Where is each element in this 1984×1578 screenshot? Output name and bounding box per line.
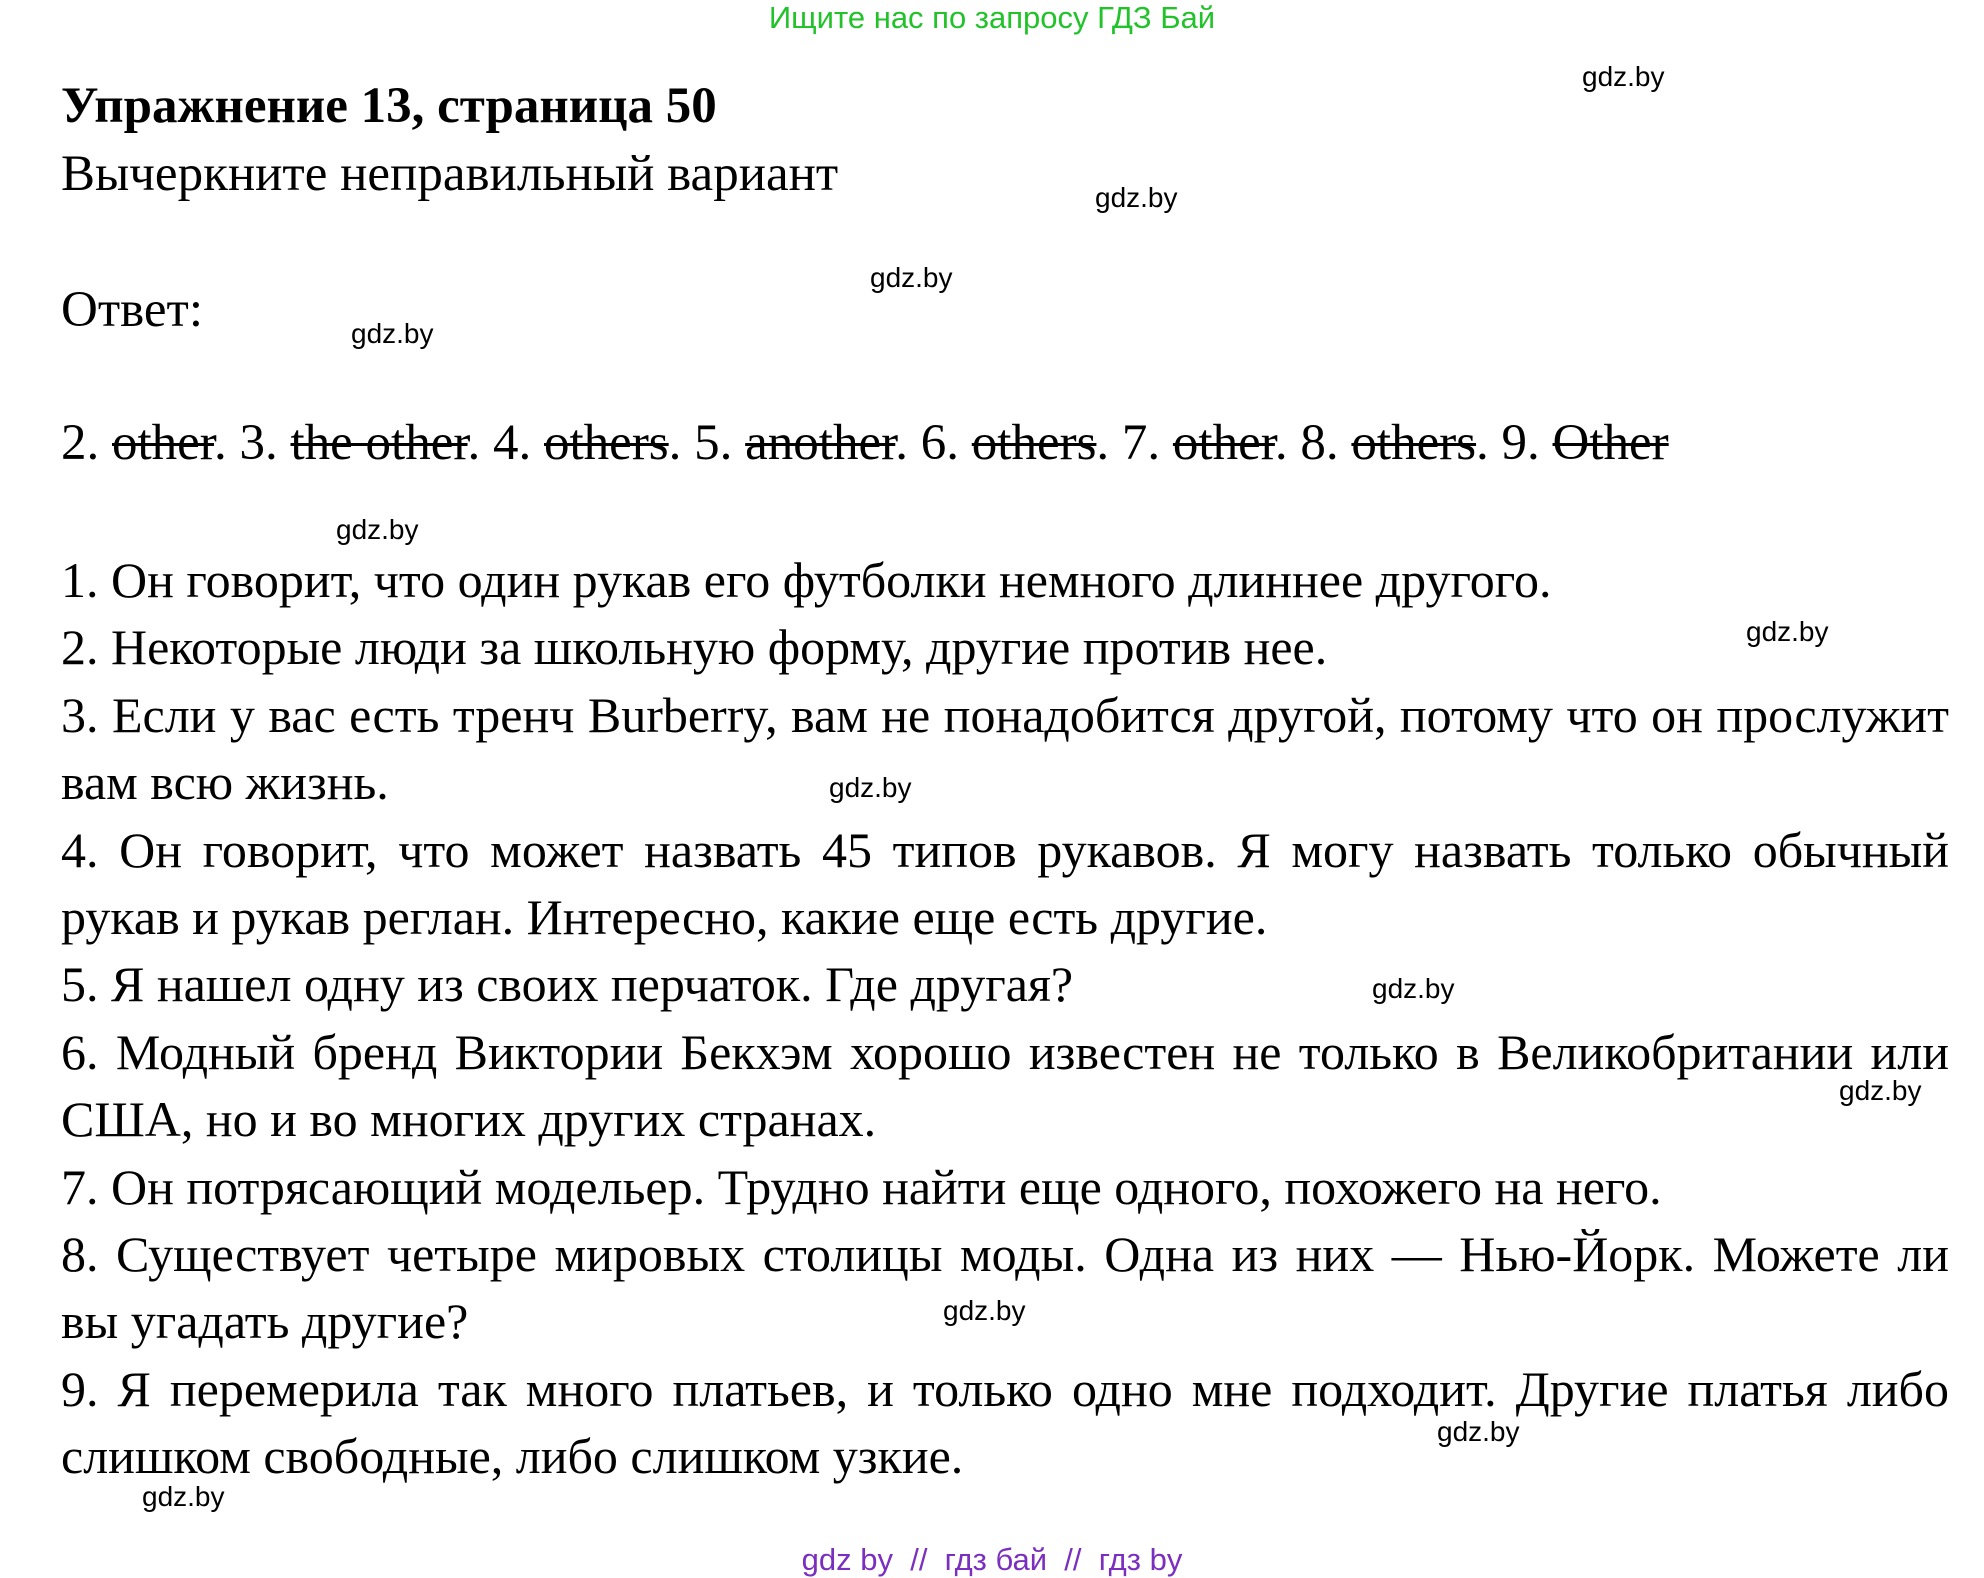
struck-word: Other [1552, 415, 1669, 471]
translation-item: 4. Он говорит, что может назвать 45 типов рукавов. Я могу назвать только обычный рукав и рукав реглан. Интересно, какие еще есть другие. [61, 821, 1949, 946]
footer-links: gdz by // гдз бай // гдз by [801, 1542, 1183, 1577]
answer-num: 5. [694, 415, 733, 471]
translation-item: 3. Если у вас есть тренч Burberry, вам не понадобится другой, потому что он прослужит вам всю жизнь. [61, 686, 1949, 811]
answer-num: 7. [1121, 415, 1161, 471]
translation-item: 5. Я нашел одну из своих перчаток. Где другая? [61, 956, 1074, 1013]
answer-num: 4. [493, 415, 532, 471]
watermark: gdz.by [1437, 1416, 1520, 1447]
translation-item: 1. Он говорит, что один рукав его футболки немного длиннее другого. [61, 552, 1552, 608]
answer-num: 9. [1501, 415, 1540, 471]
watermark: gdz.by [142, 1481, 225, 1512]
struck-word: others [971, 415, 1097, 471]
answer-num: 6. [920, 415, 960, 471]
struck-word: other [112, 415, 214, 471]
search-hint-banner: Ищите нас по запросу ГДЗ Бай [768, 0, 1216, 35]
translation-list [61, 547, 1949, 1491]
answer-num: 8. [1300, 415, 1339, 471]
answer-num: 2. [61, 415, 100, 471]
watermark: gdz.by [1746, 616, 1829, 647]
page-title: Упражнение 13, страница 50 [61, 78, 717, 134]
watermark: gdz.by [943, 1295, 1026, 1326]
watermark: gdz.by [829, 772, 912, 803]
watermark: gdz.by [336, 514, 419, 545]
translation-item: 8. Существует четыре мировых столицы моды. Одна из них — Нью-Йорк. Можете ли вы угадать другие? [61, 1226, 1949, 1350]
watermark: gdz.by [1095, 182, 1178, 213]
translation-item: 9. Я перемерила так много платьев, и только одно мне подходит. Другие платья либо слишком свободные, либо слишком узкие. [61, 1360, 1949, 1485]
answer-list: 2. other. 3. the other. 4. others. 5. another. 6. others. 7. other. 8. others. 9. Other [61, 415, 1669, 471]
answer-label: Ответ: [61, 282, 203, 338]
watermark: gdz.by [1839, 1075, 1922, 1106]
watermark: gdz.by [870, 262, 953, 293]
task-instruction: Вычеркните неправильный вариант [61, 146, 839, 202]
watermark: gdz.by [351, 318, 434, 349]
watermark: gdz.by [1582, 61, 1665, 92]
struck-word: other [1172, 415, 1275, 471]
translation-item: 2. Некоторые люди за школьную форму, другие против нее. [61, 619, 1328, 676]
struck-word: others [544, 415, 669, 471]
translation-item: 6. Модный бренд Виктории Бекхэм хорошо известен не только в Великобритании или США, но и во многих других странах. [61, 1023, 1949, 1148]
struck-word: another [745, 415, 896, 471]
watermark: gdz.by [1372, 973, 1455, 1004]
struck-word: the other [290, 415, 468, 471]
translation-item: 7. Он потрясающий модельер. Трудно найти еще одного, похожего на него. [61, 1158, 1662, 1215]
struck-word: others [1351, 415, 1477, 471]
answer-num: 3. [239, 415, 278, 471]
